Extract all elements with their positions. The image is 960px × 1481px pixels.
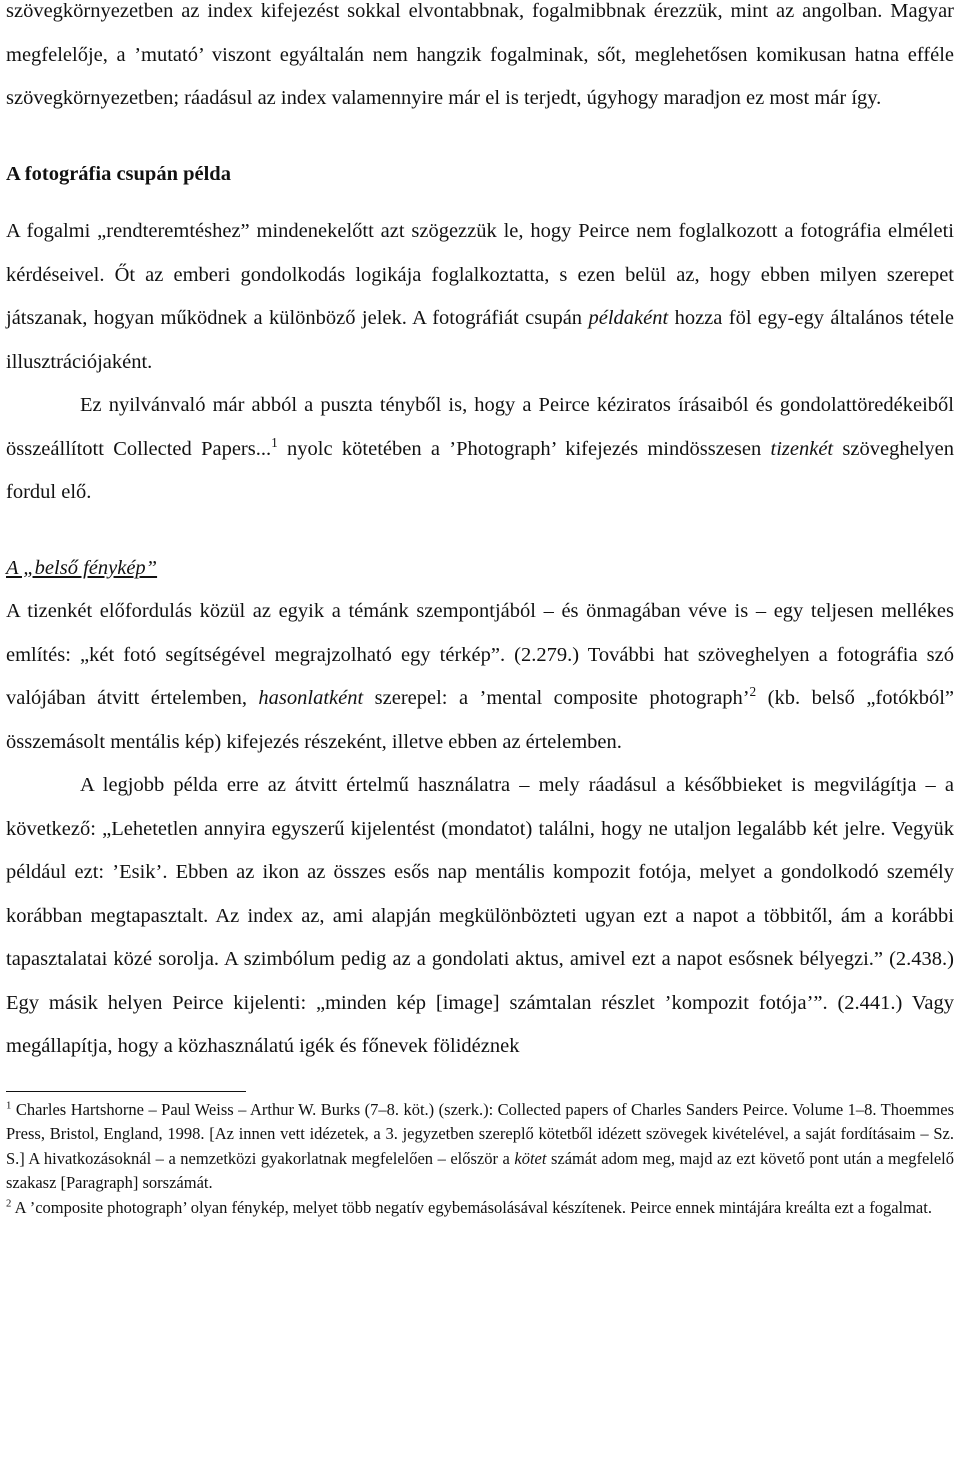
emphasis: példaként [588,307,669,329]
paragraph-text: hozza föl egy-egy általános tétele illusztrációjaként. [6,307,955,373]
paragraph-text: szerepel: a ’mental composite photograph’ [363,687,750,709]
paragraph-text: (kb. belső „fotókból” összemásolt mentális kép) kifejezés részeként, illetve ebben az értelemben. [6,687,954,753]
emphasis: kötet [514,1148,547,1168]
paragraph-continuation [6,0,954,121]
paragraph-text: szöveghelyen fordul elő. [6,437,955,503]
section-heading-inner-photo: A „belső fénykép” [6,556,158,579]
footnote-1 [6,1098,954,1196]
emphasis: tizenkét [770,437,834,460]
footnote-text: számát adom meg, majd az ezt követő pont után a megfelelő szakasz [Paragraph] sorszámát. [6,1148,955,1192]
paragraph-peirce-photography [6,210,954,384]
footnote-separator [6,1091,246,1092]
footnote-number: 1 [6,1099,12,1111]
footnote-ref-2[interactable]: 2 [749,684,757,700]
footnote-text: A ’composite photograph’ olyan fénykép, melyet több negatív egybemásolásával készítenek. Peirce ennek mintájára kreálta ezt a fogalmat. [11,1197,932,1217]
document-page [6,0,954,1220]
paragraph-collected-papers [6,384,954,515]
paragraph-text-line: szövegkörnyezetben az index kifejezést sokkal elvontabbnak, fogalmibbnak érezzük, mint az [6,0,795,22]
paragraph-text: A fogalmi „rendteremtéshez” mindenekelőtt azt szögezzük le, hogy Peirce nem foglalkozott a fotográfia elméleti kérdéseivel. Őt az emberi gondolkodás logikája foglalkoztatta, s ezen belül az, hogy ebben milyen szerepet játszanak, hogyan működnek a különböző jelek. A fotográfiát csupán [6,220,954,329]
paragraph-text: Ez nyilvánvaló már abból a puszta tényből is, hogy a Peirce kéziratos írásaiból és gondolattöredékeiből összeállított Collected Papers... [6,394,954,460]
footnote-ref-1[interactable]: 1 [271,434,278,450]
paragraph-best-example: A legjobb példa erre az átvitt értelmű használatra – mely ráadásul a későbbieket is megvilágítja – a következő: „Lehetetlen annyira egyszerű kijelentést (mondatot) találni, hogy ne utaljon legalább két jelre. Vegyük például ezt: ’Esik’. Ebben az ikon az összes esős nap mentális kompozit fotója, melyet a gondolkodó személy korábban megtapasztalt. Az index az, ami alapján megkülönbözteti ugyan ezt a napot a többitől, ám a korábbi tapasztalatai közé sorolja. A szimbólum pedig az a gondolati aktus, amivel ezt a napot esősnek bélyegzi.” (2.438.) Egy másik helyen Peirce kijelenti: „minden kép [image] számtalan részlet ’kompozit fotója’”. (2.441.) Vagy megállapítja, hogy a közhasználatú igék és főnevek fölidéznek [6,774,954,1057]
paragraph-text: nyolc kötetében a ’Photograph’ kifejezés mindösszesen [277,437,771,460]
paragraph-twelve-occurrences [6,590,954,764]
section-heading-photo-example: A fotográfia csupán példa [6,162,231,185]
footnote-number: 2 [6,1197,12,1209]
footnote-text: Charles Hartshorne – Paul Weiss – Arthur W. Burks (7–8. köt.) (szerk.): Collected papers of Charles Sanders Peirce. Volume 1–8. Thoemmes Press, Bristol, England, 1998. [Az innen vett idézetek, a 3. jegyzetben szereplő kötetből idézett szövegek kivételével, a saját fordításaim – Sz. S.] A hivatkozásoknál – a nemzetközi gyakorlatnak megfelelően – először a [6,1099,954,1168]
paragraph-text: angolban. Magyar megfelelője, a ’mutató’ viszont egyáltalán nem hangzik fogalminak, sőt, meglehetősen komikusan hatna efféle szövegkörnyezetben; ráadásul az index valamennyire már el is terjedt, úgyhogy maradjon ez most már így. [6,0,955,109]
emphasis: hasonlatként [258,687,364,709]
footnote-2 [6,1196,954,1221]
paragraph-text: A tizenkét előfordulás közül az egyik a témánk szempontjából – és önmagában véve is – egy teljesen mellékes említés: „két fotó segítségével megrajzolható egy térkép”. (2.279.) További hat szöveghelyen a fotográfia szó valójában átvitt értelemben, [6,600,954,709]
